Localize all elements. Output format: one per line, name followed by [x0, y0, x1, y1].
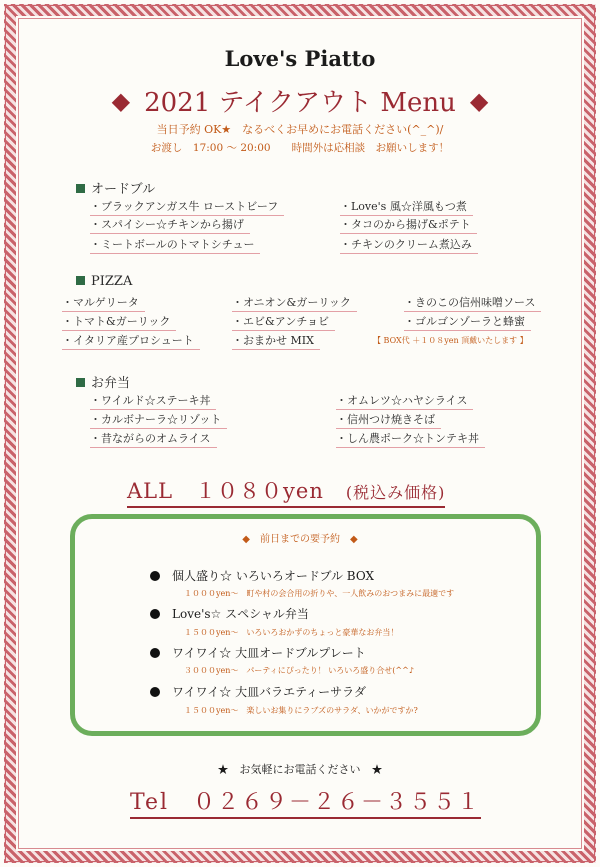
bullet-dot-icon — [150, 571, 160, 581]
menu-item: ・エビ&アンチョビ — [232, 313, 335, 331]
menu-item: ・カルボナーラ☆リゾット — [90, 411, 227, 429]
diamond-left-icon: ◆ — [111, 87, 131, 115]
menu-item: ・オムレツ☆ハヤシライス — [336, 392, 473, 410]
menu-item: ・ブラックアンガス牛 ローストビーフ — [90, 198, 284, 216]
section-pizza — [76, 274, 132, 289]
reservation-item-name: 個人盛り☆ いろいろオードブル BOX — [172, 569, 375, 583]
same-day-note: 当日予約 OK★ なるべくお早めにお電話ください(^_^)/ — [156, 123, 444, 136]
reservation-item-name: ワイワイ☆ 大皿オードブルプレート — [172, 646, 366, 660]
menu-item: ・きのこの信州味噌ソース — [404, 294, 541, 312]
menu-heading — [0, 82, 600, 119]
reservation-item-name: ワイワイ☆ 大皿バラエティーサラダ — [172, 685, 367, 699]
call-invitation: ★ お気軽にお電話ください ★ — [217, 763, 383, 776]
diamond-right-icon: ◆ — [469, 87, 489, 115]
reservation-item — [150, 567, 374, 584]
reservation-item-desc: １０００yen〜 町や村の会合用の折りや、一人飲みのおつまみに最適です — [184, 589, 455, 598]
box-fee-note: 【 BOX代 ＋１０８yen 頂戴いたします 】 — [373, 336, 528, 345]
section-square-icon — [76, 378, 85, 387]
menu-item: ・イタリア産プロシュート — [62, 332, 200, 350]
pickup-time-note: お渡し 17:00 〜 20:00 時間外は応相談 お願いします！ — [150, 142, 450, 154]
section-square-icon — [76, 276, 85, 285]
bullet-dot-icon — [150, 609, 160, 619]
section-label: オードブル — [91, 182, 156, 197]
reservation-item-desc: １５００yen〜 楽しいお集りにラブズのサラダ、いかがですか? — [184, 706, 418, 715]
reservation-item — [150, 683, 366, 700]
menu-item: ・おまかせ MIX — [232, 332, 320, 350]
menu-item: ・チキンのクリーム煮込み — [340, 236, 478, 254]
menu-item: ・Love's 風☆洋風もつ煮 — [340, 198, 473, 216]
reservation-item — [150, 605, 309, 622]
reservation-header: ◆ 前日までの要予約 ◆ — [242, 534, 358, 545]
section-square-icon — [76, 184, 85, 193]
menu-item: ・ワイルド☆ステーキ丼 — [90, 392, 216, 410]
bullet-dot-icon — [150, 648, 160, 658]
bullet-dot-icon — [150, 687, 160, 697]
telephone-number[interactable]: Tel ０２６９－２６－３５５１ — [130, 785, 481, 819]
reservation-item-desc: １５００yen〜 いろいろおかずのちょっと豪華なお弁当！ — [184, 628, 399, 637]
menu-item: ・昔ながらのオムライス — [90, 430, 217, 448]
section-bento — [76, 372, 130, 391]
menu-item: ・しん農ポーク☆トンテキ丼 — [336, 430, 485, 448]
reservation-item-desc: ３０００yen〜 パーティにぴったり！ いろいろ盛り合せ(^^♪ — [184, 666, 414, 675]
price-line — [127, 475, 445, 508]
reservation-item-name: Love's☆ スペシャル弁当 — [172, 607, 309, 621]
menu-heading-text: 2021 テイクアウト Menu — [144, 88, 456, 118]
menu-item: ・ゴルゴンゾーラと蜂蜜 — [404, 313, 531, 331]
menu-item: ・信州つけ焼きそば — [336, 411, 441, 429]
menu-item: ・スパイシー☆チキンから揚げ — [90, 216, 250, 234]
reservation-box — [70, 514, 541, 736]
section-hors-doeuvre — [76, 178, 155, 197]
restaurant-title: Love's Piatto — [224, 46, 376, 71]
section-label: お弁当 — [91, 376, 131, 391]
menu-item: ・タコのから揚げ&ポテト — [340, 216, 477, 234]
menu-item: ・マルゲリータ — [62, 294, 145, 312]
reservation-item — [150, 644, 366, 661]
price-tax-note: (税込み価格) — [345, 483, 446, 502]
menu-item: ・トマト&ガーリック — [62, 313, 176, 331]
menu-item: ・ミートボールのトマトシチュー — [90, 236, 260, 254]
section-label: PIZZA — [91, 274, 133, 289]
menu-item: ・オニオン&ガーリック — [232, 294, 357, 312]
price-main: ALL １０８０yen — [127, 479, 324, 503]
